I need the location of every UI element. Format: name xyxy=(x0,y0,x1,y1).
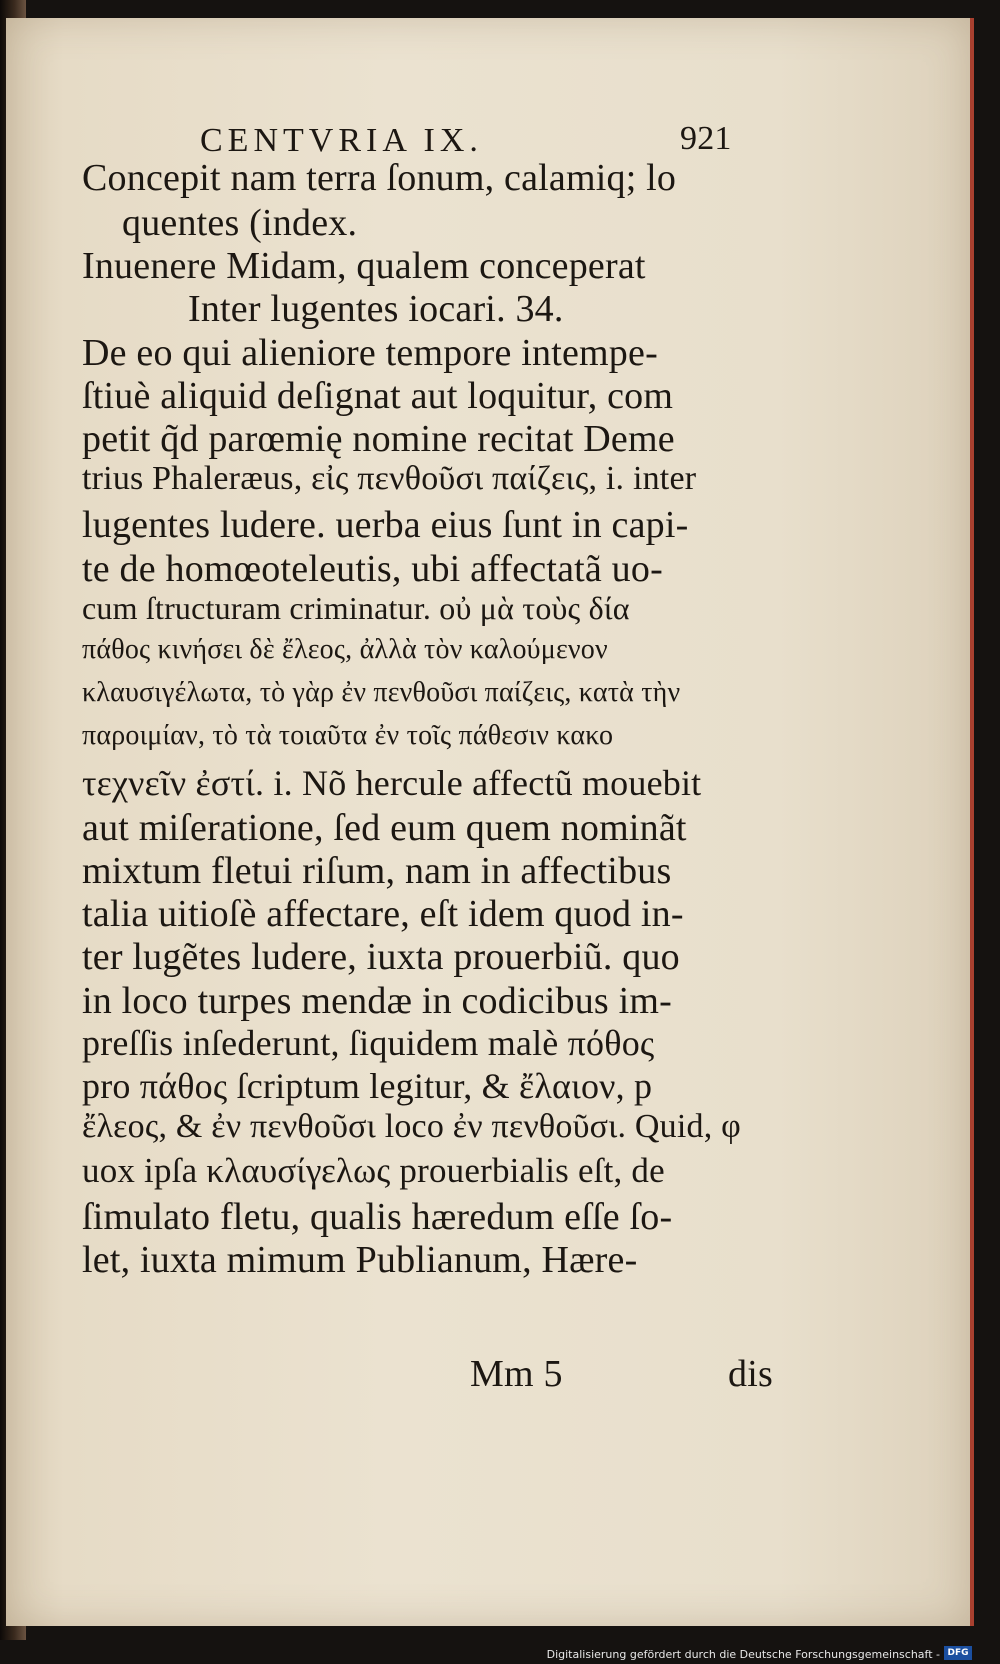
text-line: ſimulato fletu, qualis hæredum eſſe ſo- xyxy=(82,1196,673,1238)
text-line: let, iuxta mimum Publianum, Hære- xyxy=(82,1239,638,1281)
text-line: ter lugẽtes ludere, iuxta prouerbiũ. quo xyxy=(82,936,680,978)
text-line: Inter lugentes iocari. 34. xyxy=(188,288,564,330)
running-title: CENTVRIA IX. xyxy=(200,122,483,159)
text-line: trius Phaleræus, εἰς πενθοῦσι παίζεις, i. inter xyxy=(82,460,697,497)
dfg-logo: DFG xyxy=(944,1646,972,1660)
text-line: mixtum fletui riſum, nam in affectibus xyxy=(82,850,672,892)
text-line: Concepit nam terra ſonum, calamiq; lo xyxy=(82,157,677,199)
catchword: dis xyxy=(728,1353,773,1395)
signature-mark: Mm 5 xyxy=(470,1353,563,1395)
text-line: aut miſeratione, ſed eum quem nominãt xyxy=(82,807,687,849)
text-line: preſſis inſederunt, ſiquidem malè πόθος xyxy=(82,1023,655,1063)
funding-credit: Digitalisierung gefördert durch die Deutsche Forschungsgemeinschaft - xyxy=(546,1648,940,1661)
text-line: ἔλεος, & ἐν πενθοῦσι loco ἐν πενθοῦσι. Quid, φ xyxy=(82,1108,741,1145)
text-line: in loco turpes mendæ in codicibus im- xyxy=(82,980,672,1022)
text-line: te de homœoteleutis, ubi affectatã uo- xyxy=(82,548,663,590)
text-line: talia uitioſè affectare, eſt idem quod in- xyxy=(82,893,684,935)
text-line: κλαυσιγέλωτα, τὸ γὰρ ἐν πενθοῦσι παίζεις, κατὰ τὴν xyxy=(82,677,681,708)
text-line: De eo qui alieniore tempore intempe- xyxy=(82,332,658,374)
text-line: παροιμίαν, τὸ τὰ τοιαῦτα ἐν τοῖς πάθεσιν κακο xyxy=(82,720,614,751)
text-line: lugentes ludere. uerba eius ſunt in capi- xyxy=(82,504,689,546)
folio-number: 921 xyxy=(680,120,732,157)
text-line: uox ipſa κλαυσίγελως prouerbialis eſt, de xyxy=(82,1151,665,1190)
text-line: cum ſtructuram criminatur. οὐ μὰ τοὺς δία xyxy=(82,590,630,626)
text-line: πάθος κινήσει δὲ ἔλεος, ἀλλὰ τὸν καλούμενον xyxy=(82,634,608,665)
text-line: petit q̃d parœmię nomine recitat Deme xyxy=(82,418,675,460)
text-line: Inuenere Midam, qualem conceperat xyxy=(82,245,646,287)
text-line: quentes (index. xyxy=(122,202,358,244)
text-line: pro πάθος ſcriptum legitur, & ἔλαιον, p xyxy=(82,1066,653,1106)
text-line: ſtiuè aliquid deſignat aut loquitur, com xyxy=(82,375,674,417)
text-line: τεχνεῖν ἐστί. i. Nõ hercule affectũ mouebit xyxy=(82,763,702,803)
